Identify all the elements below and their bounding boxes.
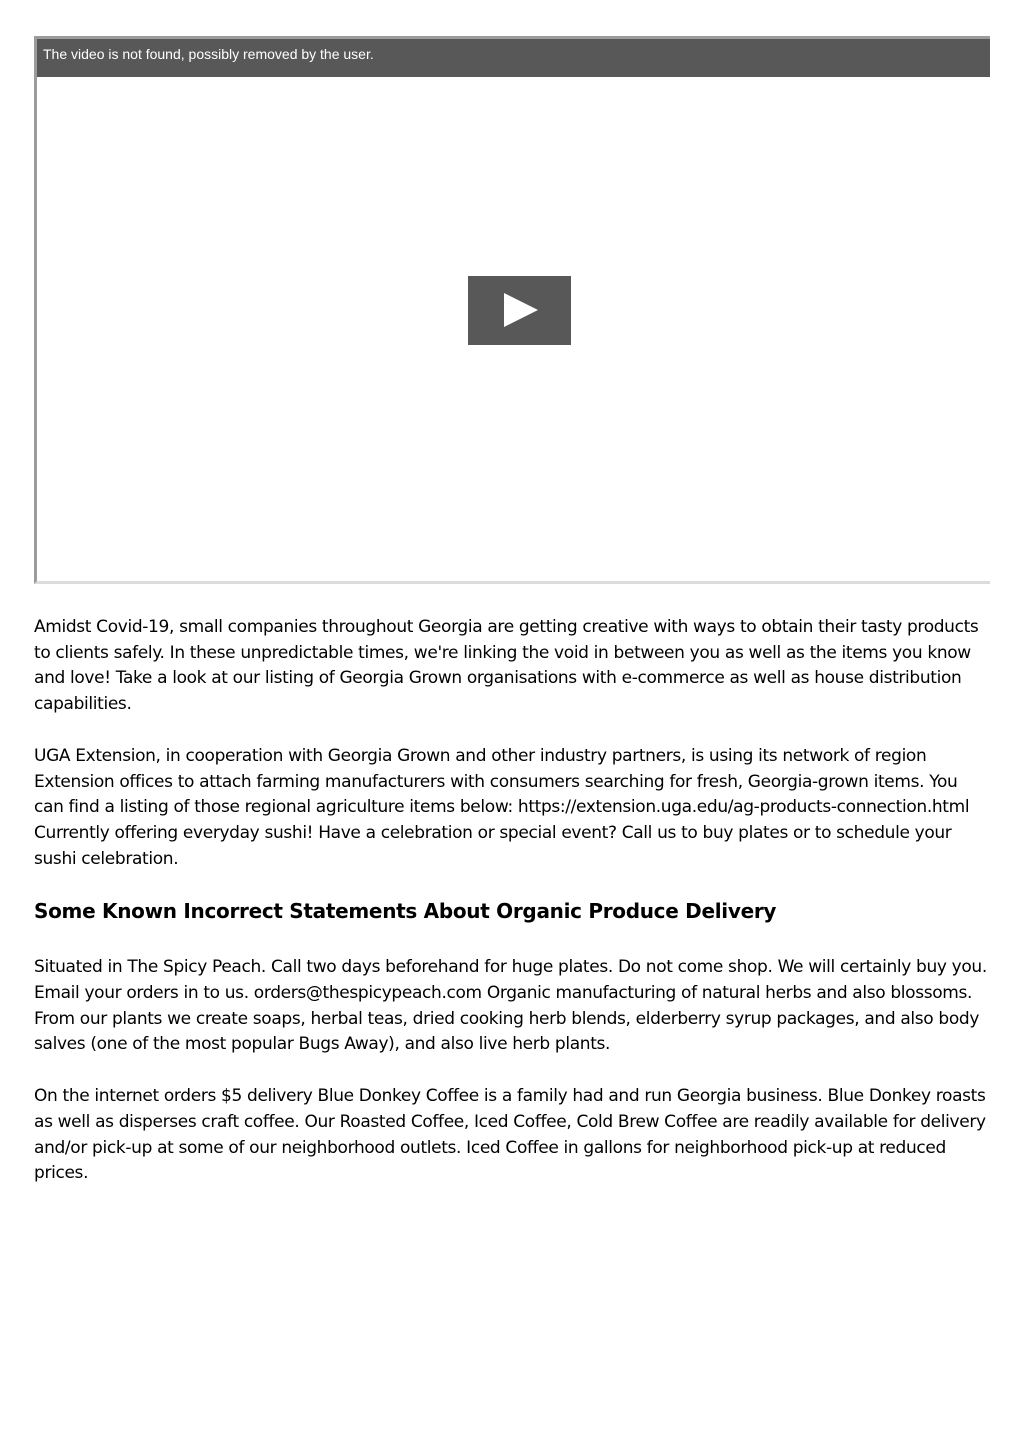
article-paragraph: UGA Extension, in cooperation with Georgia Grown and other industry partners, is using its network of region Extension offices to attach farming manufacturers with consumers searching for fresh, Georgia-grown items. You can find a listing of those regional agriculture items below: https://extension.uga.edu/ag-products-connection.html Currently offering everyday sushi! Have a celebration or special event? Call us to buy plates or to schedule your sushi celebration. — [34, 745, 970, 869]
play-icon — [504, 293, 538, 327]
play-button[interactable] — [468, 276, 571, 345]
section-heading: Some Known Incorrect Statements About Organic Produce Delivery — [34, 899, 777, 924]
article-paragraph: Amidst Covid-19, small companies throughout Georgia are getting creative with ways to obtain their tasty products to clients safely. In these unpredictable times, we're linking the void in between you as well as the items you know and love! Take a look at our listing of Georgia Grown organisations with e-commerce as well as house distribution capabilities. — [34, 617, 979, 715]
article-body — [34, 615, 990, 1213]
video-error-bar — [37, 39, 990, 77]
video-error-message: The video is not found, possibly removed by the user. — [43, 46, 374, 62]
article-paragraph: On the internet orders $5 delivery Blue Donkey Coffee is a family had and run Georgia business. Blue Donkey roasts as well as disperses craft coffee. Our Roasted Coffee, Iced Coffee, Cold Brew Coffee are readily available for delivery and/or pick-up at some of our neighborhood outlets. Iced Coffee in gallons for neighborhood pick-up at reduced prices. — [34, 1086, 986, 1184]
article-paragraph: Situated in The Spicy Peach. Call two days beforehand for huge plates. Do not come shop. We will certainly buy you. Email your orders in to us. orders@thespicypeach.com Organic manufacturing of natural herbs and also blossoms. From our plants we create soaps, herbal teas, dried cooking herb blends, elderberry syrup packages, and also body salves (one of the most popular Bugs Away), and also live herb plants. — [34, 957, 987, 1055]
video-player[interactable] — [34, 36, 990, 584]
